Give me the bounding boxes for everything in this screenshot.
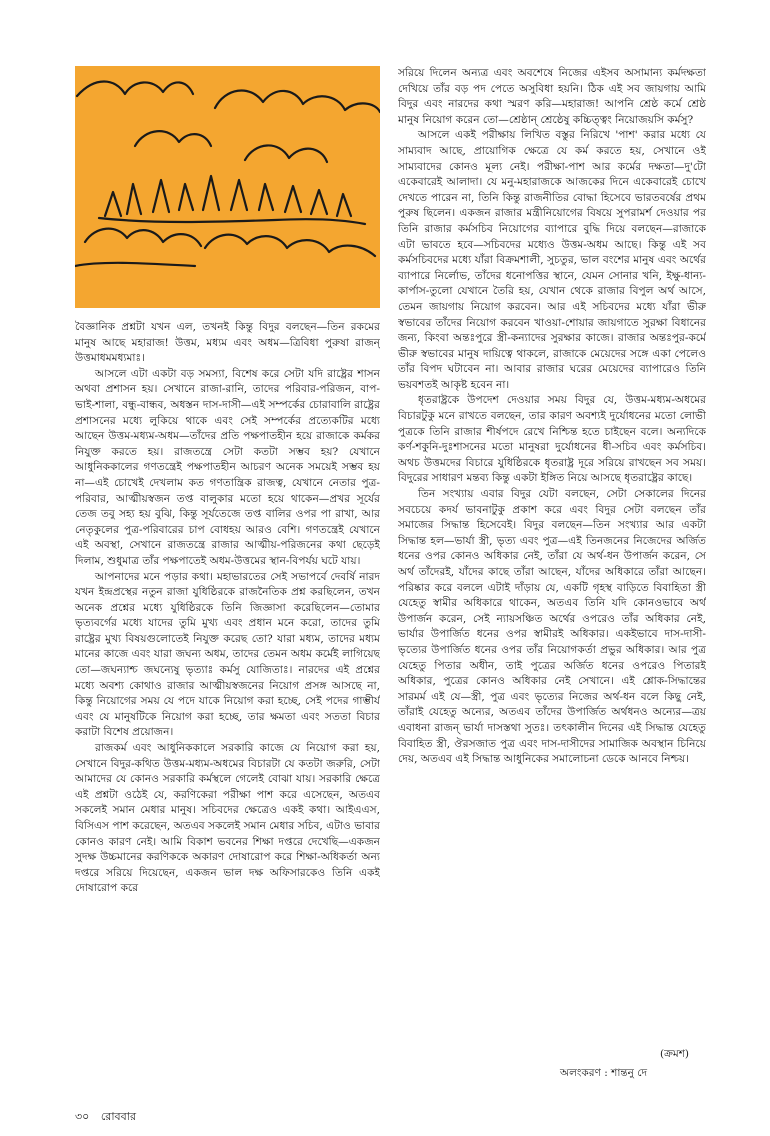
illustration — [75, 66, 380, 308]
continued-note: (ক্রমশ) — [660, 1048, 690, 1060]
paragraph: আসলে একই পরীক্ষায় লিখিত বস্তুর নিরিখে 'পাশ' করার মধ্যে যে সাম্যবাদ আছে, প্রায়োগিক ক্ষেত্রে যে কর্ম করতে হয়, সেখানে ওই সাম্যবাদের কোনও মূল্য নেই। পরীক্ষা-পাশ আর কর্মের দক্ষতা—দু'টো একেবারেই আলাদা। যে মনু-মহারাজকে আজকের দিনে একেবারেই চোখে দেখতে পারেন না, তিনি কিন্তু রাজনীতির বোদ্ধা হিসেবে ভারতবর্ষের প্রথম পুরুষ ছিলেন। একজন রাজার মন্ত্রীনিয়োগের বিষয়ে সুপরামর্শ দেওয়ার পর তিনি রাজার কর্মসচিব নিয়োগের ব্যাপারে বুদ্ধি দিয়ে বলছেন—রাজাকে এটা ভাবতে হবে—সচিবদের মধ্যেও উত্তম-অধম আছে। কিন্তু এই সব কর্মসচিবদের মধ্যে যাঁরা বিক্রমশালী, সুচতুর, ভাল বংশের মানুষ এবং অর্থের ব্যাপারে নির্লোভ, তাঁদের ধনোপত্তির স্থানে, যেমন সোনার খনি, ইক্ষু-ধান্য-কার্পাস-তুলো যেখানে তৈরি হয়, যেখান থেকে রাজার বিপুল অর্থ আসে, তেমন জায়গায় নিয়োগ করবেন। আর এই সচিবদের মধ্যে যাঁরা ভীরু স্বভাবের তাঁদের নিয়োগ করবেন খাওয়া-শোয়ার জায়গাতে সুরক্ষা বিধানের জন্য, কিংবা অন্তঃপুরে স্ত্রী-কন্যাদের সুরক্ষার কাজে। রাজার অন্তঃপুর-কর্মে ভীরু স্বভাবের মানুষ দায়িত্বে থাকলে, রাজাকে মেয়েদের সঙ্গে একা পেলেও তাঁর বিপদ ঘটাবেন না। আবার রাজার ঘরের মেয়েদের ব্যাপারেও তিনি ভয়বশতই আকৃষ্ট হবেন না। — [398, 129, 706, 391]
magazine-name: রোববার — [100, 1110, 137, 1123]
paragraph: রাজকর্ম এবং আধুনিককালে সরকারি কাজে যে নিয়োগ করা হয়, সেখানে বিদুর-কথিত উত্তম-মধ্যম-অধমের বিচারটা যে কতটা জরুরি, সেটা আমাদের যে কোনও সরকারি কর্মস্থলে গেলেই বোঝা যায়। সরকারি ক্ষেত্রে এই প্রশ্নটা ওঠেই যে, করণিকেরা পরীক্ষা পাশ করে এসেছেন, অতএব সকলেই সমান মেধার মানুষ। সচিবদের ক্ষেত্রেও একই কথা। আইএএস, বিসিএস পাশ করেছেন, অতএব সকলেই সমান মেধার সচিব, এটাও ভাবার কোনও কারণ নেই। আমি বিকাশ ভবনের শিক্ষা দপ্তরে দেখেছি—একজন সুদক্ষ উচ্চমানের করণিককে অকারণ দোষারোপ করে শিক্ষা-অধিকর্তা অন্য দপ্তরে সরিয়ে দিয়েছেন, একজন ভাল দক্ষ অফিসারকেও তিনি একই দোষারোপ করে — [75, 742, 380, 895]
paragraph: আসলে এটা একটা বড় সমস্যা, বিশেষ করে সেটা যদি রাষ্ট্রের শাসন অথবা প্রশাসন হয়। সেখানে রাজা-রানি, তাদের পরিবার-পরিজন, বাপ-ভাই-শালা, বন্ধু-বান্ধব, অধস্তন দাস-দাসী—এই সম্পর্কের চোরাবালি রাষ্ট্রের প্রশাসনের মধ্যে লুকিয়ে থাকে এবং সেই সম্পর্কের প্রত্যেকটির মধ্যে আছেন উত্তম-মধ্যম-অধম—তাঁদের প্রতি পক্ষপাতহীন হয়ে রাজাকে কর্মকর নিযুক্ত করতে হয়। রাজতন্ত্রে সেটা কতটা সম্ভব হয়? যেখানে আধুনিককালের গণতন্ত্রেই পক্ষপাতহীন আচরণ অনেক সময়েই সম্ভব হয় না—এই চোখেই দেখলাম কত গণতান্ত্রিক রাজত্ব, যেখানে নেতার পুত্র-পরিবার, আত্মীয়স্বজন তপ্ত বালুকার মতো হয়ে থাকেন—প্রখর সূর্যের তেজ তবু সহ্য হয় বুঝি, কিন্তু সূর্যতেজে তপ্ত বালির ওপর পা রাখা, আর নেতৃকুলের পুত্র-পরিবারের চাপ বোধহয় আরও বেশি। গণতন্ত্রেই যেখানে এই অবস্থা, সেখানে রাজতন্ত্রে রাজার আত্মীয়-পরিজনের কথা ছেড়েই দিলাম, শুধুমাত্র তাঁর পক্ষপাতেই অধম-উত্তমের স্থান-বিপর্যয় ঘটে যায়। — [75, 367, 380, 567]
page-footer — [75, 1108, 144, 1127]
cloud-palace-illustration-icon — [75, 66, 380, 308]
paragraph: ধৃতরাষ্ট্রকে উপদেশ দেওয়ার সময় বিদুর যে, উত্তম-মধ্যম-অধমের বিচারটুকু মনে রাখতে বলছেন, তার কারণ অবশ্যই দুর্যোধনের মতো লোভী পুত্রকে তিনি রাজার শীর্ষপদে রেখে নিশ্চিন্ত হতে চাইছেন বলে। অন্যদিকে কর্ণ-শকুনি-দুঃশাসনের মতো মানুষরা দুর্যোধনের ধী-সচিব এবং কর্মসচিব। অথচ উত্তমদের বিচারে যুধিষ্ঠিরকে ধৃতরাষ্ট্র দূরে সরিয়ে রাখছেন সব সময়। বিদুরের সাধারণ মন্তব্য কিন্তু একটা ইঙ্গিত নিয়ে আসছে ধৃতরাষ্ট্রের কাছে। — [398, 394, 706, 485]
paragraph: বৈজ্ঞানিক প্রশ্নটা যখন এল, তখনই কিন্তু বিদুর বলছেন—তিন রকমের মানুষ আছে মহারাজ! উত্তম, মধ্যম এবং অধম—ত্রিবিধা পুরুষা রাজন্ উত্তমাধমমধ্যমাঃ। — [75, 321, 380, 365]
right-column — [398, 66, 706, 1034]
illustration-credit: অলংকরণ : শান্তনু দে — [560, 1067, 647, 1079]
paragraph: তিন সংখ্যায় এবার বিদুর যেটা বলছেন, সেটা সেকালের দিনের সবচেয়ে কদর্য ভাবনাটুকু প্রকাশ করে এবং বিদুর সেটা বলছেন তাঁর সমাজের সিদ্ধান্ত হিসেবেই। বিদুর বলছেন—তিন সংখ্যার আর একটা সিদ্ধান্ত হল—ভার্যা স্ত্রী, ভৃত্য এবং পুত্র—এই তিনজনের নিজেদের অর্জিত ধনের ওপর কোনও অধিকার নেই, তাঁরা যে অর্থ-ধন উপার্জন করেন, সে অর্থ তাঁদেরই, যাঁদের কাছে তাঁরা আছেন, যাঁদের অধিকারে তাঁরা আছেন। পরিষ্কার করে বললে এটাই দাঁড়ায় যে, একটি গৃহস্থ বাড়িতে বিবাহিতা স্ত্রী যেহেতু স্বামীর অধিকারে থাকেন, অতএব তিনি যদি কোনওভাবে অর্থ উপার্জন করেন, সেই ন্যায়সঞ্চিত অর্থের ওপরেও তাঁর অধিকার নেই, ভার্যার উপার্জিত ধনের ওপর স্বামীরই অধিকার। একইভাবে দাস-দাসী-ভৃত্যের উপার্জিত ধনের ওপর তাঁর নিয়োগকর্তা প্রভুর অধিকার। আর পুত্র যেহেতু পিতার অধীন, তাই পুত্রের অর্জিত ধনের ওপরেও পিতারই অধিকার, পুত্রের কোনও অধিকার নেই সেখানে। এই শ্লোক-সিদ্ধান্তের সারমর্ম এই যে—স্ত্রী, পুত্র এবং ভৃত্যের নিজের অর্থ-ধন বলে কিছু নেই, তাঁরাই যেহেতু অন্যের, অতএব তাঁদের উপার্জিত অর্থধনও অন্যের—ত্রয় এবাধনা রাজন্ ভার্যা দাসস্তথা সুতঃ। তৎকালীন দিনের এই সিদ্ধান্ত যেহেতু বিবাহিত স্ত্রী, ঔরসজাত পুত্র এবং দাস-দাসীদের সামাজিক অবস্থান চিনিয়ে দেয়, অতএব এই সিদ্ধান্ত আধুনিকের সমালোচনা ডেকে আনবে নিশ্চয়। — [398, 488, 706, 766]
page-number: ৩০ — [75, 1110, 90, 1123]
left-column — [75, 320, 380, 1096]
paragraph: সরিয়ে দিলেন অন্যত্র এবং অবশেষে নিজের এইসব অসামান্য কর্মদক্ষতা দেখিয়ে তাঁর বড় পদ পেতে অসুবিধা হয়নি। ঠিক এই সব জায়গায় আমি বিদুর এবং নারদের কথা স্মরণ করি—মহারাজ! আপনি শ্রেষ্ঠ কর্মে শ্রেষ্ঠ মানুষ নিয়োগ করেন তো—শ্রেষ্ঠান্ শ্রেষ্ঠেষু কচ্চিত্ত্বং নিয়োজয়সি কর্মসু? — [398, 67, 706, 126]
paragraph: আপনাদের মনে পড়ার কথা। মহাভারতের সেই সভাপর্বে দেবর্ষি নারদ যখন ইন্দ্রপ্রস্থের নতুন রাজা যুধিষ্ঠিরকে রাজনৈতিক প্রশ্ন করছিলেন, তখন অনেক প্রশ্নের মধ্যে যুধিষ্ঠিরকে তিনি জিজ্ঞাসা করেছিলেন—তোমার ভৃত্যবর্গের মধ্যে যাদের তুমি মুখ্য এবং প্রধান মনে করো, তাদের তুমি রাষ্ট্রের মুখ্য বিষয়গুলোতেই নিযুক্ত করেছ তো? যারা মধ্যম, তাদের মধ্যম মানের কাজে এবং যারা জঘন্য অধম, তাদের তেমন অধম কর্মেই লাগিয়েছ তো—জঘন্যাশ্চ জঘন্যেষু ভৃত্যাঃ কর্মসু যোজিতাঃ। নারদের এই প্রশ্নের মধ্যে অবশ্য কোথাও রাজার আত্মীয়স্বজনের নিয়োগ প্রসঙ্গ আসছে না, কিন্তু নিয়োগের সময় যে পদে যাকে নিয়োগ করা হচ্ছে, সেই পদের গাম্ভীর্য এবং যে মানুষটিকে নিয়োগ করা হচ্ছে, তার ক্ষমতা এবং সততা বিচার করাটা বিশেষ প্রয়োজন। — [75, 570, 380, 739]
